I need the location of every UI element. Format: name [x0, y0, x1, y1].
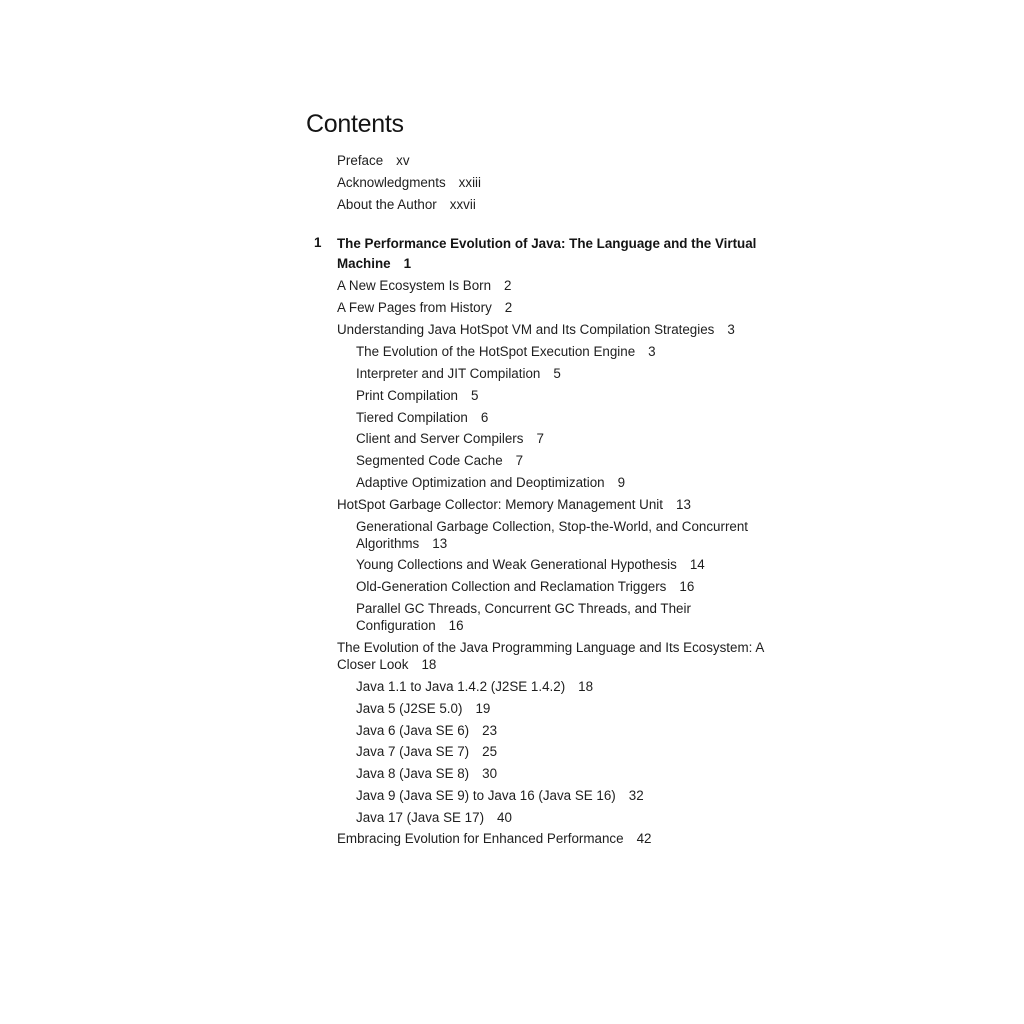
toc-entry-page: 42	[636, 831, 652, 846]
toc-entry-label: Client and Server Compilers	[356, 431, 524, 446]
toc-entry-label: The Evolution of the Java Programming Language and Its Ecosystem: A	[337, 640, 765, 655]
toc-subentry[interactable]	[356, 765, 497, 782]
toc-subentry[interactable]	[356, 809, 512, 826]
toc-entry-label: Java 9 (Java SE 9) to Java 16 (Java SE 16)	[356, 788, 616, 803]
toc-entry-label: Configuration	[356, 618, 436, 633]
toc-subentry[interactable]	[356, 343, 656, 360]
toc-entry-label: Java 6 (Java SE 6)	[356, 723, 470, 738]
toc-subentry[interactable]	[356, 556, 705, 573]
toc-entry-label: Generational Garbage Collection, Stop-the-World, and Concurrent	[356, 519, 749, 534]
toc-entry[interactable]	[337, 830, 651, 847]
toc-entry-page: 40	[497, 810, 512, 825]
toc-entry-page: 5	[553, 366, 561, 381]
toc-entry-preface[interactable]	[337, 152, 410, 169]
toc-subentry[interactable]	[356, 787, 644, 804]
toc-entry-page: xv	[396, 153, 410, 168]
toc-entry-label: Acknowledgments	[337, 175, 446, 190]
chapter-title-continued[interactable]	[337, 255, 411, 272]
page-title: Contents	[306, 110, 404, 138]
toc-entry-acknowledgments[interactable]	[337, 174, 481, 191]
toc-subentry-continued[interactable]	[356, 535, 447, 552]
toc-entry-page: xxiii	[458, 175, 481, 190]
toc-entry-page: 18	[578, 679, 594, 694]
toc-subentry[interactable]	[356, 518, 748, 535]
toc-entry-page: 32	[628, 788, 644, 803]
toc-entry-label: The Evolution of the HotSpot Execution Engine	[356, 344, 636, 359]
toc-entry-label: A Few Pages from History	[337, 300, 492, 315]
toc-subentry[interactable]	[356, 452, 523, 469]
toc-subentry[interactable]	[356, 430, 544, 447]
toc-subentry[interactable]	[356, 678, 593, 695]
toc-entry-label: Understanding Java HotSpot VM and Its Compilation Strategies	[337, 322, 715, 337]
toc-entry-page: 23	[482, 723, 498, 738]
toc-entry-label: Young Collections and Weak Generational Hypothesis	[356, 557, 677, 572]
toc-entry[interactable]	[337, 639, 764, 656]
toc-subentry-continued[interactable]	[356, 617, 464, 634]
toc-entry[interactable]	[337, 299, 512, 316]
toc-entry-label: A New Ecosystem Is Born	[337, 278, 492, 293]
toc-subentry[interactable]	[356, 578, 694, 595]
toc-entry[interactable]	[337, 496, 691, 513]
toc-entry-label: Java 1.1 to Java 1.4.2 (J2SE 1.4.2)	[356, 679, 566, 694]
toc-entry-page: 16	[448, 618, 464, 633]
toc-entry-label: Java 8 (Java SE 8)	[356, 766, 470, 781]
toc-entry-page: 19	[475, 701, 491, 716]
toc-entry-label: Tiered Compilation	[356, 410, 468, 425]
toc-entry-page: 2	[504, 300, 513, 315]
toc-entry-label: HotSpot Garbage Collector: Memory Management Unit	[337, 497, 663, 512]
toc-entry-page: 7	[515, 453, 524, 468]
toc-entry-label: Java 7 (Java SE 7)	[356, 744, 470, 759]
toc-entry-page: 2	[504, 278, 512, 293]
toc-subentry[interactable]	[356, 700, 490, 717]
toc-entry-page: 13	[432, 536, 448, 551]
toc-subentry[interactable]	[356, 387, 478, 404]
toc-entry-page: 14	[689, 557, 705, 572]
toc-entry-page: 13	[676, 497, 691, 512]
toc-entry-label: Adaptive Optimization and Deoptimization	[356, 475, 605, 490]
toc-entry-label: Interpreter and JIT Compilation	[356, 366, 541, 381]
toc-subentry[interactable]	[356, 474, 625, 491]
toc-entry-label: Preface	[337, 153, 384, 168]
toc-subentry[interactable]	[356, 743, 497, 760]
chapter-number: 1	[314, 235, 322, 250]
toc-entry[interactable]	[337, 321, 735, 338]
toc-entry-label: Algorithms	[356, 536, 420, 551]
toc-entry-continued[interactable]	[337, 656, 436, 673]
chapter-page: 1	[403, 256, 412, 271]
toc-entry-page: 16	[679, 579, 695, 594]
toc-entry-page: xxvii	[449, 197, 476, 212]
toc-entry-label: Old-Generation Collection and Reclamation Triggers	[356, 579, 667, 594]
toc-entry-page: 3	[648, 344, 656, 359]
toc-entry[interactable]	[337, 277, 512, 294]
chapter-title-line2: Machine	[337, 256, 391, 271]
toc-entry-label: About the Author	[337, 197, 437, 212]
toc-entry-page: 9	[617, 475, 626, 490]
toc-entry-label: Parallel GC Threads, Concurrent GC Threads, and Their	[356, 601, 691, 616]
toc-entry-page: 25	[482, 744, 498, 759]
toc-entry-label: Embracing Evolution for Enhanced Performance	[337, 831, 624, 846]
toc-entry-about-author[interactable]	[337, 196, 476, 213]
toc-subentry[interactable]	[356, 722, 497, 739]
toc-entry-label: Segmented Code Cache	[356, 453, 503, 468]
toc-entry-page: 30	[482, 766, 498, 781]
toc-entry-page: 6	[480, 410, 489, 425]
toc-entry-page: 3	[727, 322, 735, 337]
toc-entry-label: Print Compilation	[356, 388, 458, 403]
chapter-title-line1: The Performance Evolution of Java: The Language and the Virtual	[337, 236, 757, 251]
chapter-title[interactable]	[337, 235, 756, 252]
toc-subentry[interactable]	[356, 600, 691, 617]
toc-entry-label: Java 5 (J2SE 5.0)	[356, 701, 463, 716]
toc-entry-label: Java 17 (Java SE 17)	[356, 810, 485, 825]
toc-entry-page: 7	[536, 431, 544, 446]
toc-entry-label: Closer Look	[337, 657, 409, 672]
toc-subentry[interactable]	[356, 409, 488, 426]
toc-subentry[interactable]	[356, 365, 561, 382]
toc-entry-page: 18	[421, 657, 437, 672]
toc-entry-page: 5	[470, 388, 479, 403]
